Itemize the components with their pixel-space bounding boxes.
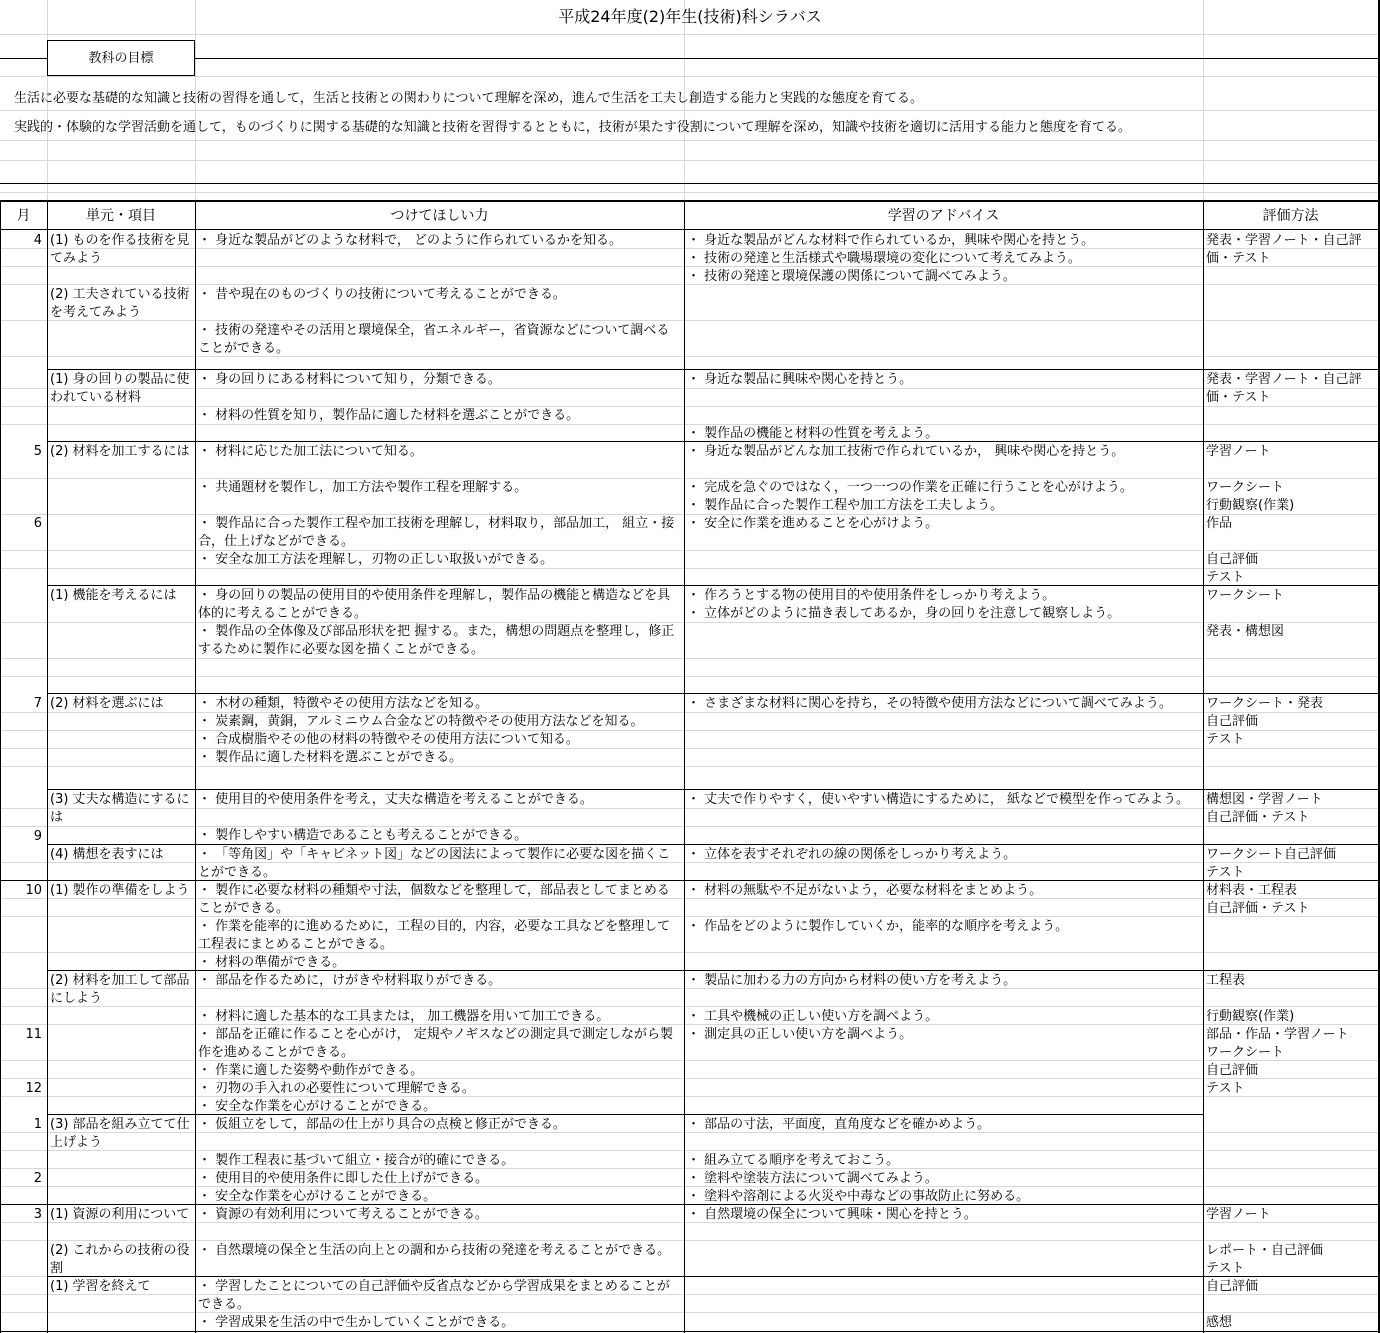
ability-item: ・ 自然環境の保全と生活の向上との調和から技術の発達を考えることができる。 xyxy=(198,1243,671,1258)
unit-item: (1) 製作の準備をしよう xyxy=(50,883,190,898)
advice-item: ・ 塗料や溶剤による火災や中毒などの事故防止に努める。 xyxy=(687,1189,1030,1204)
advice-item: ・ 丈夫で作りやすく，使いやすい構造にするために， 紙などで模型を作ってみよう。 xyxy=(687,792,1190,807)
section-divider xyxy=(47,369,1379,370)
ability-item: ・ 製作工程表に基づいて組立・接合が的確にできる。 xyxy=(198,1153,515,1168)
advice-item: ・ 完成を急ぐのではなく，一つ一つの作業を正確に行うことを心がけよう。 xyxy=(687,480,1133,495)
eval-item: 感想 xyxy=(1206,1315,1233,1330)
eval-item: 学習ノート xyxy=(1206,1207,1271,1222)
unit-item: (2) これからの技術の役割 xyxy=(50,1243,190,1276)
month-cell: 2 xyxy=(33,1171,42,1186)
advice-item: ・ 材料の無駄や不足がないよう，必要な材料をまとめよう。 xyxy=(687,883,1043,898)
eval-item: 発表・学習ノート・自己評価・テスト xyxy=(1206,372,1362,405)
advice-item: ・ 自然環境の保全について興味・関心を持とう。 xyxy=(687,1207,977,1222)
ability-item: ・ 技術の発達やその活用と環境保全，省エネルギー，省資源などについて調べることができる。 xyxy=(198,323,670,356)
unit-item: (3) 部品を組み立てて仕上げよう xyxy=(50,1117,190,1150)
eval-item: テスト xyxy=(1206,1081,1245,1096)
advice-item: ・ 作ろうとする物の使用目的や使用条件をしっかり考えよう。 xyxy=(687,588,1056,603)
ability-item: ・ 「等角図」や「キャビネット図」などの図法によって製作に必要な図を描くことができる。 xyxy=(198,847,671,880)
unit-item: (3) 丈夫な構造にするには xyxy=(50,792,190,825)
ability-item: ・ 安全な加工方法を理解し，刃物の正しい取扱いができる。 xyxy=(198,552,554,567)
header-unit: 単元・項目 xyxy=(86,208,156,224)
advice-item: ・ 塗料や塗装方法について調べてみよう。 xyxy=(687,1171,938,1186)
eval-item: テスト xyxy=(1206,732,1245,747)
advice-item: ・ 工具や機械の正しい使い方を調べよう。 xyxy=(687,1009,939,1024)
unit-item: (1) ものを作る技術を見てみよう xyxy=(50,233,190,266)
ability-item: ・ 共通題材を製作し，加工方法や製作工程を理解する。 xyxy=(198,480,528,495)
header-ability: つけてほしい力 xyxy=(390,208,489,224)
eval-item: 構想図・学習ノート xyxy=(1206,792,1323,807)
grid-row xyxy=(0,1150,1380,1151)
eval-item: 自己評価・テスト xyxy=(1206,810,1310,825)
month-cell: 7 xyxy=(33,696,42,711)
unit-item: (2) 材料を加工して部品にしよう xyxy=(50,973,190,1006)
ability-item: ・ 材料に適した基本的な工具または， 加工機器を用いて加工できる。 xyxy=(198,1009,610,1024)
section-divider xyxy=(47,585,1379,586)
goal-text: 生活に必要な基礎的な知識と技術の習得を通して，生活と技術との関わりについて理解を深め，進んで生活を工夫し創造する能力と実践的な態度を育てる。 xyxy=(14,91,923,106)
grid-row xyxy=(0,34,1380,35)
eval-item: ワークシート・発表 xyxy=(1206,696,1324,711)
eval-item: 発表・学習ノート・自己評価・テスト xyxy=(1206,233,1362,266)
advice-item: ・ 身近な製品に興味や関心を持とう。 xyxy=(687,372,913,387)
unit-item: (1) 資源の利用について xyxy=(50,1207,190,1222)
ability-item: ・ 作業に適した姿勢や動作ができる。 xyxy=(198,1063,424,1078)
month-cell: 9 xyxy=(33,829,42,844)
header-eval: 評価方法 xyxy=(1262,208,1319,224)
eval-item: 材料表・工程表 xyxy=(1206,883,1298,898)
advice-item: ・ 製品に加わる力の方向から材料の使い方を考えよう。 xyxy=(687,973,1017,988)
header-advice: 学習のアドバイス xyxy=(887,208,1000,224)
ability-item: ・ 身の回りにある材料について知り，分類できる。 xyxy=(198,372,501,387)
eval-item: テスト xyxy=(1206,865,1245,880)
eval-item: テスト xyxy=(1206,1261,1245,1276)
eval-item: 工程表 xyxy=(1206,973,1246,988)
unit-item: (4) 構想を表すには xyxy=(50,847,164,862)
eval-item: 学習ノート xyxy=(1206,444,1271,459)
ability-item: ・ 身近な製品がどのような材料で， どのように作られているかを知る。 xyxy=(198,233,623,248)
month-cell: 11 xyxy=(25,1027,42,1042)
advice-item: ・ 作品をどのように製作していくか，能率的な順序を考えよう。 xyxy=(687,919,1069,934)
ability-item: ・ 使用目的や使用条件に即した仕上げができる。 xyxy=(198,1171,489,1186)
advice-item: ・ 製作品の機能と材料の性質を考えよう。 xyxy=(687,426,939,441)
ability-item: ・ 材料の準備ができる。 xyxy=(198,955,346,970)
month-cell: 5 xyxy=(33,444,42,459)
ability-item: ・ 炭素鋼，黄銅，アルミニウム合金などの特徴やその使用方法などを知る。 xyxy=(198,714,644,729)
table-left-border xyxy=(0,200,1,1333)
ability-item: ・ 合成樹脂やその他の材料の特徴やその使用方法について知る。 xyxy=(198,732,579,747)
advice-item: ・ 測定具の正しい使い方を調べよう。 xyxy=(687,1027,913,1042)
eval-item: 自己評価・テスト xyxy=(1206,901,1310,916)
grid-row xyxy=(0,1240,1380,1241)
goals-label: 教科の目標 xyxy=(47,40,195,76)
eval-item: 行動観察(作業) xyxy=(1206,498,1295,513)
grid-row xyxy=(0,1006,1380,1007)
ability-item: ・ 材料に応じた加工法について知る。 xyxy=(198,444,423,459)
eval-item: 自己評価 xyxy=(1206,552,1259,567)
unit-item: (1) 身の回りの製品に使われている材料 xyxy=(50,372,190,405)
ability-item: ・ 部品を作るために，けがきや材料取りができる。 xyxy=(198,973,502,988)
advice-item: ・ 技術の発達と環境保護の関係について調べてみよう。 xyxy=(687,269,1016,284)
grid-row xyxy=(0,676,1380,677)
ability-item: ・ 製作品の全体像及び部品形状を把 握する。また，構想の問題点を整理し，修正するために製作に必要な図を描くことができる。 xyxy=(198,624,675,657)
unit-item: (2) 材料を加工するには xyxy=(50,444,190,459)
advice-item: ・ 立体を表すそれぞれの線の関係をしっかり考えよう。 xyxy=(687,847,1017,862)
eval-item: 部品・作品・学習ノート xyxy=(1206,1027,1349,1042)
advice-item: ・ 立体がどのように描き表してあるか，身の回りを注意して観察しよう。 xyxy=(687,606,1121,621)
ability-item: ・ 資源の有効利用について考えることができる。 xyxy=(198,1207,488,1222)
ability-item: ・ 製作品に適した材料を選ぶことができる。 xyxy=(198,750,463,765)
month-cell: 4 xyxy=(33,233,42,248)
ability-item: ・ 製作品に合った製作工程や加工技術を理解し，材料取り，部品加工， 組立・接合，仕上げなどができる。 xyxy=(198,516,675,549)
table-top-border xyxy=(0,200,1380,202)
eval-item: 行動観察(作業) xyxy=(1206,1009,1295,1024)
eval-item: ワークシート自己評価 xyxy=(1206,847,1337,862)
advice-item: ・ 製作品に合った製作工程や加工方法を工夫しよう。 xyxy=(687,498,1004,513)
eval-item: 作品 xyxy=(1206,516,1233,531)
goal-text: 実践的・体験的な学習活動を通して，ものづくりに関する基礎的な知識と技術を習得するとともに，技術が果たす役割について理解を深め，知識や技術を適切に活用する能力と態度を育てる。 xyxy=(14,120,1131,135)
eval-item: 発表・構想図 xyxy=(1206,624,1285,639)
grid-row xyxy=(0,320,1380,321)
eval-item: 自己評価 xyxy=(1206,714,1259,729)
ability-item: ・ 作業を能率的に進めるために，工程の目的，内容，必要な工具などを整理して工程表にまとめることができる。 xyxy=(198,919,671,952)
advice-item: ・ 身近な製品がどんな材料で作られているか，興味や関心を持とう。 xyxy=(687,233,1095,248)
advice-item: ・ 技術の発達と生活様式や職場環境の変化について考えてみよう。 xyxy=(687,251,1081,266)
ability-item: ・ 製作しやすい構造であることも考えることができる。 xyxy=(198,828,528,843)
month-cell: 12 xyxy=(25,1081,42,1096)
advice-item: ・ 部品の寸法，平面度，直角度などを確かめよう。 xyxy=(687,1117,991,1132)
month-cell: 10 xyxy=(25,883,42,898)
page-title: 平成24年度(2)年生(技術)科シラバス xyxy=(558,7,822,26)
month-cell: 1 xyxy=(33,1117,42,1132)
ability-item: ・ 製作に必要な材料の種類や寸法，個数などを整理して，部品表としてまとめることができる。 xyxy=(198,883,670,916)
eval-item: 自己評価 xyxy=(1206,1063,1259,1078)
ability-item: ・ 学習したことについての自己評価や反省点などから学習成果をまとめることができる。 xyxy=(198,1279,670,1312)
advice-item: ・ さまざまな材料に関心を持ち，その特徴や使用方法などについて調べてみよう。 xyxy=(687,696,1172,711)
eval-item: 自己評価 xyxy=(1206,1279,1259,1294)
grid-row xyxy=(0,192,1380,193)
eval-item: ワークシート xyxy=(1206,588,1285,603)
unit-item: (1) 機能を考えるには xyxy=(50,588,177,603)
ability-item: ・ 学習成果を生活の中で生かしていくことができる。 xyxy=(198,1315,515,1330)
eval-item: テスト xyxy=(1206,570,1245,585)
advice-item: ・ 身近な製品がどんな加工技術で作られているか， 興味や関心を持とう。 xyxy=(687,444,1125,459)
advice-item: ・ 安全に作業を進めることを心がけよう。 xyxy=(687,516,939,531)
ability-item: ・ 昔や現在のものづくりの技術について考えることができる。 xyxy=(198,287,566,302)
header-bottom-border xyxy=(0,229,1380,230)
ability-item: ・ 安全な作業を心がけることができる。 xyxy=(198,1189,437,1204)
section-divider xyxy=(47,693,1379,694)
ability-item: ・ 安全な作業を心がけることができる。 xyxy=(198,1099,437,1114)
section-divider xyxy=(47,1276,1379,1277)
eval-item: ワークシート xyxy=(1206,1045,1285,1060)
month-cell: 3 xyxy=(33,1207,42,1222)
header-month: 月 xyxy=(16,208,31,224)
section-divider xyxy=(47,789,1379,790)
advice-item: ・ 組み立てる順序を考えておこう。 xyxy=(687,1153,900,1168)
ability-item: ・ 刃物の手入れの必要性について理解できる。 xyxy=(198,1081,475,1096)
unit-item: (1) 学習を終えて xyxy=(50,1279,151,1294)
ability-item: ・ 身の回りの製品の使用目的や使用条件を理解し，製作品の機能と構造などを具体的に考えることができる。 xyxy=(198,588,671,621)
eval-item: レポート・自己評価 xyxy=(1206,1243,1324,1258)
ability-item: ・ 使用目的や使用条件を考え，丈夫な構造を考えることができる。 xyxy=(198,792,593,807)
ability-item: ・ 材料の性質を知り，製作品に適した材料を選ぶことができる。 xyxy=(198,408,580,423)
month-cell: 6 xyxy=(33,516,42,531)
ability-item: ・ 仮組立をして，部品の仕上がり具合の点検と修正ができる。 xyxy=(198,1117,566,1132)
unit-item: (2) 材料を選ぶには xyxy=(50,696,164,711)
ability-item: ・ 木材の種類，特徴やその使用方法などを知る。 xyxy=(198,696,489,711)
ability-item: ・ 部品を正確に作ることを心がけ， 定規やノギスなどの測定具で測定しながら製作を進めることができる。 xyxy=(198,1027,673,1060)
eval-item: ワークシート xyxy=(1206,480,1285,495)
unit-item: (2) 工夫されている技術を考えてみよう xyxy=(50,287,190,320)
